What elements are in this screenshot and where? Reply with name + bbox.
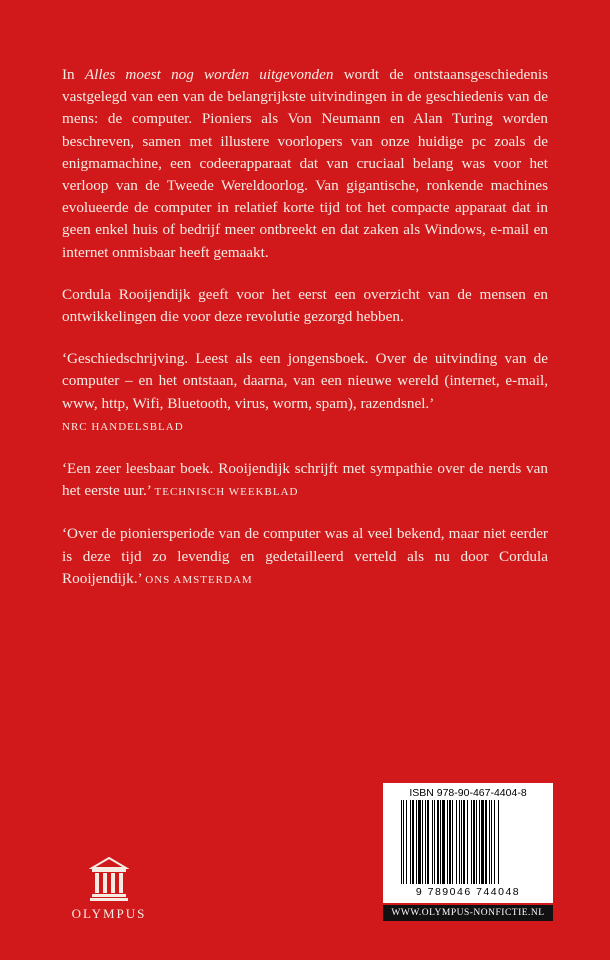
barcode-bar	[447, 800, 448, 884]
author-paragraph: Cordula Rooijendijk geeft voor het eerst een overzicht van de mensen en ontwikkelingen die voor deze revolutie gezorgd hebben.	[62, 285, 548, 326]
quote-source: ONS AMSTERDAM	[145, 573, 253, 586]
back-cover-text	[62, 64, 548, 611]
intro-prefix: In	[62, 66, 85, 83]
review-quote	[62, 348, 548, 438]
barcode-bar	[461, 800, 462, 884]
barcode-bar	[440, 800, 441, 884]
barcode-bar	[467, 800, 468, 884]
barcode-bar	[452, 800, 453, 884]
isbn-label: ISBN 978-90-467-4404-8	[409, 787, 527, 799]
barcode-bar	[437, 800, 439, 884]
review-quote	[62, 523, 548, 591]
intro-text: wordt de ontstaansgeschiedenis vastgelegd van een van de belangrijkste uitvindingen in de geschiedenis van de mens: de computer. Pioniers als Von Neumann en Alan Turing worden beschreven, samen met illustere voorlopers van onze huidige pc zoals de enigmamachine, een codeerapparaat dat van cruciaal belang was voor het verloop van de Tweede Wereldoorlog. Van gigantische, ronkende machines evolueerde de computer in relatief korte tijd tot het compacte apparaat dat in geen enkel huis of bedrijf meer ontbreekt en dat zaken als Windows, e-mail en internet onmisbaar heeft gemaakt.	[62, 66, 548, 261]
quote-source: NRC HANDELSBLAD	[62, 420, 184, 433]
barcode-bar	[418, 800, 421, 884]
barcode-bar	[427, 800, 429, 884]
review-quote	[62, 458, 548, 503]
barcode-bar	[432, 800, 433, 884]
barcode-bar	[485, 800, 487, 884]
publisher-logo	[60, 856, 158, 922]
barcode-bar	[422, 800, 423, 884]
barcode-bar	[412, 800, 414, 884]
barcode-bar	[456, 800, 457, 884]
publisher-name: OLYMPUS	[71, 906, 147, 921]
barcode-bar	[434, 800, 435, 884]
barcode-bar	[459, 800, 460, 884]
barcode-bar	[406, 800, 407, 884]
barcode-bar	[479, 800, 480, 884]
barcode-bar	[494, 800, 495, 884]
website-url: WWW.OLYMPUS-NONFICTIE.NL	[383, 905, 553, 921]
intro-paragraph	[62, 64, 548, 264]
barcode-bar	[449, 800, 451, 884]
barcode-bar	[471, 800, 472, 884]
barcode	[383, 783, 553, 903]
quote-text: ‘Geschiedschrijving. Leest als een jongensboek. Over de uitvinding van de computer – en het ontstaan, daarna, van een nieuwe wereld (internet, e-mail, www, http, Wifi, Bluetooth, virus, worm, spam), razendsnel.’	[62, 350, 548, 412]
quote-source: TECHNISCH WEEKBLAD	[154, 486, 299, 499]
barcode-bar	[476, 800, 477, 884]
barcode-bar	[489, 800, 490, 884]
barcode-bar	[498, 800, 499, 884]
quote-text: ‘Over de pioniersperiode van de computer was al veel bekend, maar niet eerder is deze tijd zo levendig en gedetailleerd verteld als nu door Cordula Rooijendijk.’	[62, 525, 548, 587]
barcode-bar	[491, 800, 492, 884]
quote-text: ‘Een zeer leesbaar boek. Rooijendijk schrijft met sympathie over de nerds van het eerste uur.’	[62, 460, 548, 500]
barcode-bar	[403, 800, 404, 884]
barcode-bar	[463, 800, 465, 884]
barcode-bar	[481, 800, 484, 884]
barcode-bar	[416, 800, 417, 884]
book-title: Alles moest nog worden uitgevonden	[84, 66, 334, 83]
barcode-bar	[442, 800, 445, 884]
barcode-bar	[425, 800, 426, 884]
barcode-bar	[401, 800, 402, 884]
barcode-bar	[473, 800, 475, 884]
barcode-digits: 9 789046 744048	[415, 886, 521, 898]
barcode-bars	[401, 800, 535, 886]
barcode-bar	[410, 800, 411, 884]
temple-icon	[89, 856, 129, 902]
